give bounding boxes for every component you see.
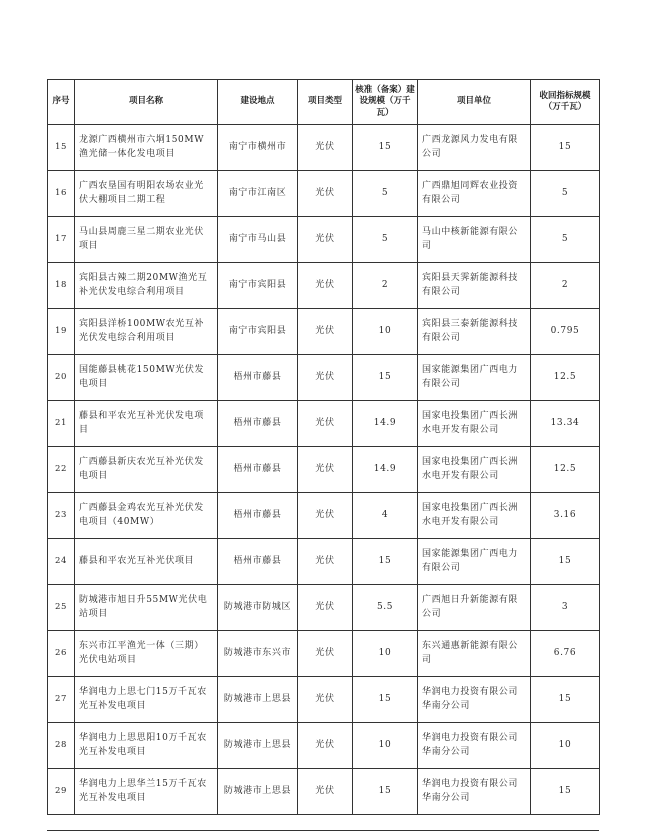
cell-project-type: 光伏 xyxy=(298,171,353,217)
cell-recovered-quota: 5 xyxy=(531,217,600,263)
table-row xyxy=(48,723,600,769)
cell-location: 梧州市藤县 xyxy=(218,539,298,585)
cell-project-unit: 国家电投集团广西长洲水电开发有限公司 xyxy=(418,447,531,493)
table-row xyxy=(48,585,600,631)
header-recovered-quota: 收回指标规模（万千瓦） xyxy=(531,80,600,125)
cell-project-type: 光伏 xyxy=(298,355,353,401)
cell-project-name: 国能藤县桃花150MW光伏发电项目 xyxy=(75,355,218,401)
cell-project-unit: 国家电投集团广西长洲水电开发有限公司 xyxy=(418,401,531,447)
table-row xyxy=(48,171,600,217)
cell-project-unit: 东兴通惠新能源有限公司 xyxy=(418,631,531,677)
cell-project-type: 光伏 xyxy=(298,539,353,585)
cell-recovered-quota: 3.16 xyxy=(531,493,600,539)
cell-project-unit: 宾阳县天霁新能源科技有限公司 xyxy=(418,263,531,309)
cell-approved-scale: 5.5 xyxy=(353,585,418,631)
cell-approved-scale: 15 xyxy=(353,355,418,401)
cell-location: 南宁市宾阳县 xyxy=(218,309,298,355)
cell-project-unit: 华润电力投资有限公司华南分公司 xyxy=(418,769,531,815)
cell-recovered-quota: 15 xyxy=(531,769,600,815)
header-approved-scale: 核准（备案）建设规模（万千瓦） xyxy=(353,80,418,125)
cell-approved-scale: 5 xyxy=(353,171,418,217)
cell-project-type: 光伏 xyxy=(298,263,353,309)
cell-location: 南宁市马山县 xyxy=(218,217,298,263)
cell-project-type: 光伏 xyxy=(298,217,353,263)
cell-project-type: 光伏 xyxy=(298,309,353,355)
cell-location: 南宁市江南区 xyxy=(218,171,298,217)
cell-seq: 27 xyxy=(48,677,75,723)
cell-approved-scale: 14.9 xyxy=(353,447,418,493)
cell-project-name: 龙源广西横州市六垌150MW渔光储一体化发电项目 xyxy=(75,125,218,171)
cell-seq: 21 xyxy=(48,401,75,447)
cell-project-name: 广西藤县新庆农光互补光伏发电项目 xyxy=(75,447,218,493)
cell-seq: 20 xyxy=(48,355,75,401)
table-row xyxy=(48,217,600,263)
cell-recovered-quota: 12.5 xyxy=(531,447,600,493)
projects-table xyxy=(47,79,600,815)
cell-seq: 16 xyxy=(48,171,75,217)
table-row xyxy=(48,677,600,723)
header-location: 建设地点 xyxy=(218,80,298,125)
table-row xyxy=(48,125,600,171)
cell-seq: 25 xyxy=(48,585,75,631)
table-row xyxy=(48,769,600,815)
cell-seq: 18 xyxy=(48,263,75,309)
cell-approved-scale: 10 xyxy=(353,723,418,769)
cell-approved-scale: 15 xyxy=(353,677,418,723)
cell-recovered-quota: 2 xyxy=(531,263,600,309)
cell-recovered-quota: 5 xyxy=(531,171,600,217)
cell-seq: 28 xyxy=(48,723,75,769)
cell-project-unit: 国家电投集团广西长洲水电开发有限公司 xyxy=(418,493,531,539)
cell-project-name: 华润电力上思七门15万千瓦农光互补发电项目 xyxy=(75,677,218,723)
cell-seq: 15 xyxy=(48,125,75,171)
cell-project-type: 光伏 xyxy=(298,401,353,447)
cell-seq: 22 xyxy=(48,447,75,493)
cell-project-name: 广西藤县金鸡农光互补光伏发电项目（40MW） xyxy=(75,493,218,539)
table-row xyxy=(48,631,600,677)
cell-approved-scale: 15 xyxy=(353,769,418,815)
cell-project-name: 防城港市旭日升55MW光伏电站项目 xyxy=(75,585,218,631)
cell-seq: 17 xyxy=(48,217,75,263)
cell-recovered-quota: 10 xyxy=(531,723,600,769)
cell-location: 梧州市藤县 xyxy=(218,447,298,493)
header-project-unit: 项目单位 xyxy=(418,80,531,125)
cell-recovered-quota: 12.5 xyxy=(531,355,600,401)
cell-seq: 19 xyxy=(48,309,75,355)
cell-location: 防城港市上思县 xyxy=(218,677,298,723)
cell-location: 防城港市东兴市 xyxy=(218,631,298,677)
cell-project-type: 光伏 xyxy=(298,631,353,677)
cell-recovered-quota: 3 xyxy=(531,585,600,631)
cell-approved-scale: 15 xyxy=(353,539,418,585)
cell-location: 梧州市藤县 xyxy=(218,401,298,447)
table-row xyxy=(48,447,600,493)
cell-project-unit: 国家能源集团广西电力有限公司 xyxy=(418,355,531,401)
header-seq: 序号 xyxy=(48,80,75,125)
header-project-name: 项目名称 xyxy=(75,80,218,125)
cell-recovered-quota: 6.76 xyxy=(531,631,600,677)
cell-recovered-quota: 15 xyxy=(531,125,600,171)
table-row xyxy=(48,263,600,309)
cell-project-name: 藤县和平农光互补光伏发电项目 xyxy=(75,401,218,447)
cell-project-unit: 广西鼎旭同辉农业投资有限公司 xyxy=(418,171,531,217)
cell-seq: 23 xyxy=(48,493,75,539)
cell-project-type: 光伏 xyxy=(298,769,353,815)
cell-project-type: 光伏 xyxy=(298,723,353,769)
cell-project-unit: 广西龙源风力发电有限公司 xyxy=(418,125,531,171)
table-row xyxy=(48,401,600,447)
cell-project-name: 藤县和平农光互补光伏项目 xyxy=(75,539,218,585)
table-row xyxy=(48,309,600,355)
cell-approved-scale: 10 xyxy=(353,309,418,355)
cell-project-type: 光伏 xyxy=(298,677,353,723)
cell-location: 南宁市横州市 xyxy=(218,125,298,171)
cell-recovered-quota: 0.795 xyxy=(531,309,600,355)
cell-approved-scale: 2 xyxy=(353,263,418,309)
table-row xyxy=(48,539,600,585)
cell-project-name: 华润电力上思华兰15万千瓦农光互补发电项目 xyxy=(75,769,218,815)
cell-project-name: 华润电力上思思阳10万千瓦农光互补发电项目 xyxy=(75,723,218,769)
cell-project-name: 东兴市江平渔光一体（三期）光伏电站项目 xyxy=(75,631,218,677)
table-bottom-rule xyxy=(47,830,599,831)
cell-location: 梧州市藤县 xyxy=(218,355,298,401)
cell-approved-scale: 5 xyxy=(353,217,418,263)
cell-approved-scale: 4 xyxy=(353,493,418,539)
cell-project-unit: 广西旭日升新能源有限公司 xyxy=(418,585,531,631)
table-header-row xyxy=(48,80,600,125)
cell-approved-scale: 14.9 xyxy=(353,401,418,447)
cell-location: 防城港市上思县 xyxy=(218,723,298,769)
cell-project-unit: 华润电力投资有限公司华南分公司 xyxy=(418,677,531,723)
cell-project-unit: 宾阳县三泰新能源科技有限公司 xyxy=(418,309,531,355)
cell-approved-scale: 15 xyxy=(353,125,418,171)
cell-project-unit: 华润电力投资有限公司华南分公司 xyxy=(418,723,531,769)
cell-seq: 24 xyxy=(48,539,75,585)
header-project-type: 项目类型 xyxy=(298,80,353,125)
cell-location: 防城港市上思县 xyxy=(218,769,298,815)
cell-project-name: 广西农垦国有明阳农场农业光伏大棚项目二期工程 xyxy=(75,171,218,217)
table-row xyxy=(48,355,600,401)
cell-project-type: 光伏 xyxy=(298,447,353,493)
cell-recovered-quota: 15 xyxy=(531,539,600,585)
cell-seq: 26 xyxy=(48,631,75,677)
cell-location: 南宁市宾阳县 xyxy=(218,263,298,309)
cell-seq: 29 xyxy=(48,769,75,815)
cell-location: 防城港市防城区 xyxy=(218,585,298,631)
cell-project-type: 光伏 xyxy=(298,493,353,539)
table-row xyxy=(48,493,600,539)
cell-recovered-quota: 15 xyxy=(531,677,600,723)
cell-project-unit: 马山中核新能源有限公司 xyxy=(418,217,531,263)
cell-recovered-quota: 13.34 xyxy=(531,401,600,447)
table-body xyxy=(48,125,600,815)
cell-project-type: 光伏 xyxy=(298,585,353,631)
cell-approved-scale: 10 xyxy=(353,631,418,677)
cell-project-name: 宾阳县古辣二期20MW渔光互补光伏发电综合利用项目 xyxy=(75,263,218,309)
cell-project-type: 光伏 xyxy=(298,125,353,171)
cell-location: 梧州市藤县 xyxy=(218,493,298,539)
cell-project-name: 马山县周鹿三星二期农业光伏项目 xyxy=(75,217,218,263)
cell-project-unit: 国家能源集团广西电力有限公司 xyxy=(418,539,531,585)
cell-project-name: 宾阳县洋桥100MW农光互补光伏发电综合利用项目 xyxy=(75,309,218,355)
